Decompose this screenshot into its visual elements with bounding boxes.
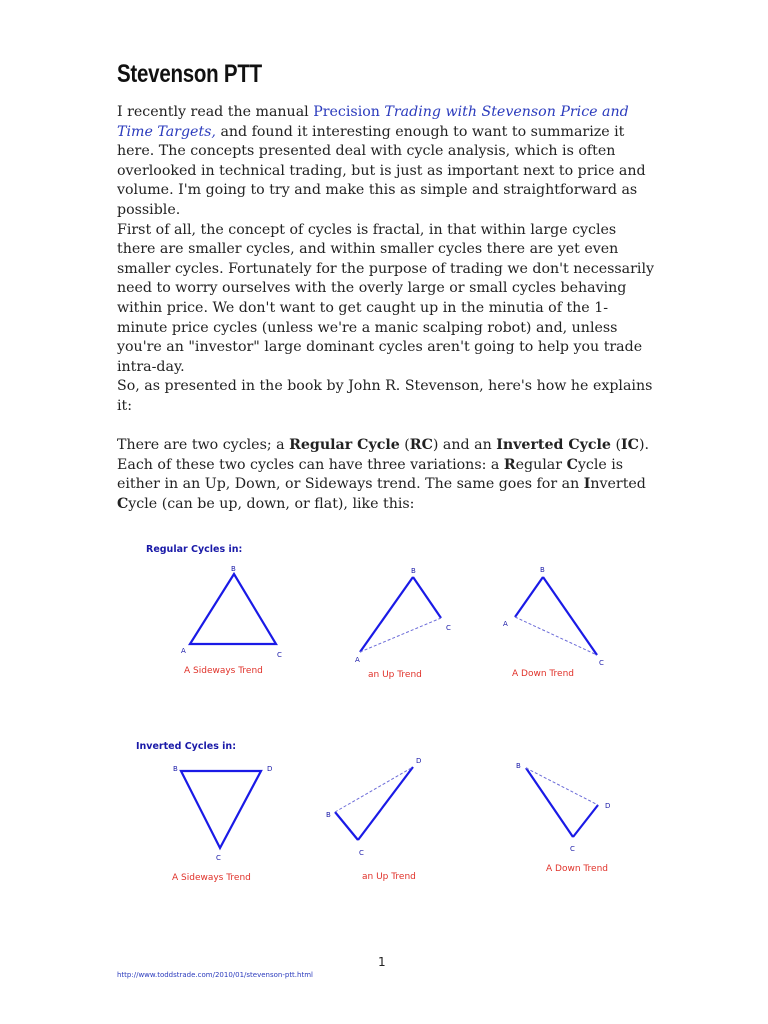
regular-cycles-heading: Regular Cycles in: — [146, 544, 243, 555]
bold-r: R — [503, 456, 516, 473]
variations-text: Each of these two cycles can have three variations: a — [117, 456, 504, 473]
solid-leg — [526, 768, 573, 837]
paren-open: ( — [399, 437, 410, 454]
intro-text: I recently read the manual — [117, 104, 314, 120]
point-label: B — [326, 811, 331, 819]
caption-inverted-down: A Down Trend — [546, 864, 609, 874]
point-label: C — [359, 849, 364, 857]
caption-regular-sideways: A Sideways Trend — [184, 666, 263, 676]
term-inverted-cycle: Inverted Cycle — [496, 437, 611, 454]
term-regular-cycle: Regular Cycle — [289, 437, 400, 454]
paragraph-fractal: First of all, the concept of cycles is fractal, in that within large cycles there are smaller cycles, and within smaller cycles there are yet even smaller cycles. Fortunately for the purpose of trading we don't necessarily need to worry ourselves with the overly large or small cycles behaving within price. We don't want to get caught up in the minutia of the 1-minute price cycles (unless we're a manic scalping robot) and, unless you're an "investor" large dominant cycles aren't going to help you trade intra-day. — [117, 221, 655, 375]
bold-i: I — [583, 476, 591, 493]
point-label: B — [173, 765, 178, 773]
caption-inverted-sideways: A Sideways Trend — [172, 873, 251, 883]
page-title: Stevenson PTT — [117, 60, 262, 88]
solid-leg — [515, 577, 543, 617]
point-label: A — [503, 620, 508, 628]
point-label: A — [355, 656, 360, 664]
regular-down-diagram — [503, 566, 604, 679]
regular-up-diagram — [355, 567, 451, 680]
variations-text-3: ycle (can be up, down, or flat), like this: — [128, 495, 415, 512]
inverted-word: nverted — [590, 476, 646, 493]
page-number: 1 — [378, 955, 386, 969]
regular-sideways-diagram — [181, 565, 282, 676]
point-label: D — [416, 757, 422, 765]
point-label: A — [181, 647, 186, 655]
caption-inverted-up: an Up Trend — [362, 872, 416, 882]
dashed-baseline — [526, 768, 598, 805]
triangle-shape — [181, 771, 261, 848]
regular-word: egular — [515, 456, 567, 473]
inverted-down-diagram — [516, 762, 610, 874]
paragraph-explains: So, as presented in the book by John R. Stevenson, here's how he explains it: — [117, 378, 653, 414]
solid-leg — [573, 805, 598, 837]
point-label: C — [599, 659, 604, 667]
point-label: C — [570, 845, 575, 853]
term-ic: IC — [621, 437, 639, 454]
inverted-up-diagram — [326, 757, 421, 882]
paren-close: ). — [638, 437, 649, 454]
point-label: B — [540, 566, 545, 574]
variations-text-2: ycle is either in an Up, Down, or Sideways trend. The same goes for an — [117, 456, 624, 493]
two-cycles-text: There are two cycles; a — [117, 437, 290, 454]
and-an-text: ) and an — [432, 437, 497, 454]
point-label: B — [516, 762, 521, 770]
point-label: B — [231, 565, 236, 573]
bold-c2: C — [117, 495, 129, 512]
manual-title-part2: Trading with Stevenson Price and Time Targets, — [117, 104, 629, 140]
term-rc: RC — [409, 437, 433, 454]
point-label: D — [605, 802, 611, 810]
solid-leg — [543, 577, 597, 655]
point-label: C — [277, 651, 282, 659]
manual-title-part1: Precision — [313, 104, 385, 120]
caption-regular-up: an Up Trend — [368, 670, 422, 680]
bold-c1: C — [566, 456, 578, 473]
dashed-baseline — [335, 767, 413, 812]
solid-leg — [358, 767, 413, 840]
point-label: D — [267, 765, 273, 773]
point-label: C — [216, 854, 221, 862]
solid-leg — [413, 577, 441, 618]
point-label: B — [411, 567, 416, 575]
footer-url-link[interactable]: http://www.toddstrade.com/2010/01/stevenson-ptt.html — [117, 971, 313, 979]
solid-leg — [360, 577, 413, 652]
intro-text-rest: and found it interesting enough to want to summarize it here. The concepts presented deal with cycle analysis, which is often overlooked in technical trading, but is just as important next to price and volume. I'm going to try and make this as simple and straightforward as possible. — [117, 123, 646, 218]
inverted-cycles-heading: Inverted Cycles in: — [136, 741, 236, 752]
paren-open-2: ( — [610, 437, 622, 454]
triangle-shape — [190, 574, 276, 644]
point-label: C — [446, 624, 451, 632]
solid-leg — [335, 812, 358, 840]
caption-regular-down: A Down Trend — [512, 669, 575, 679]
inverted-sideways-diagram — [172, 765, 272, 883]
